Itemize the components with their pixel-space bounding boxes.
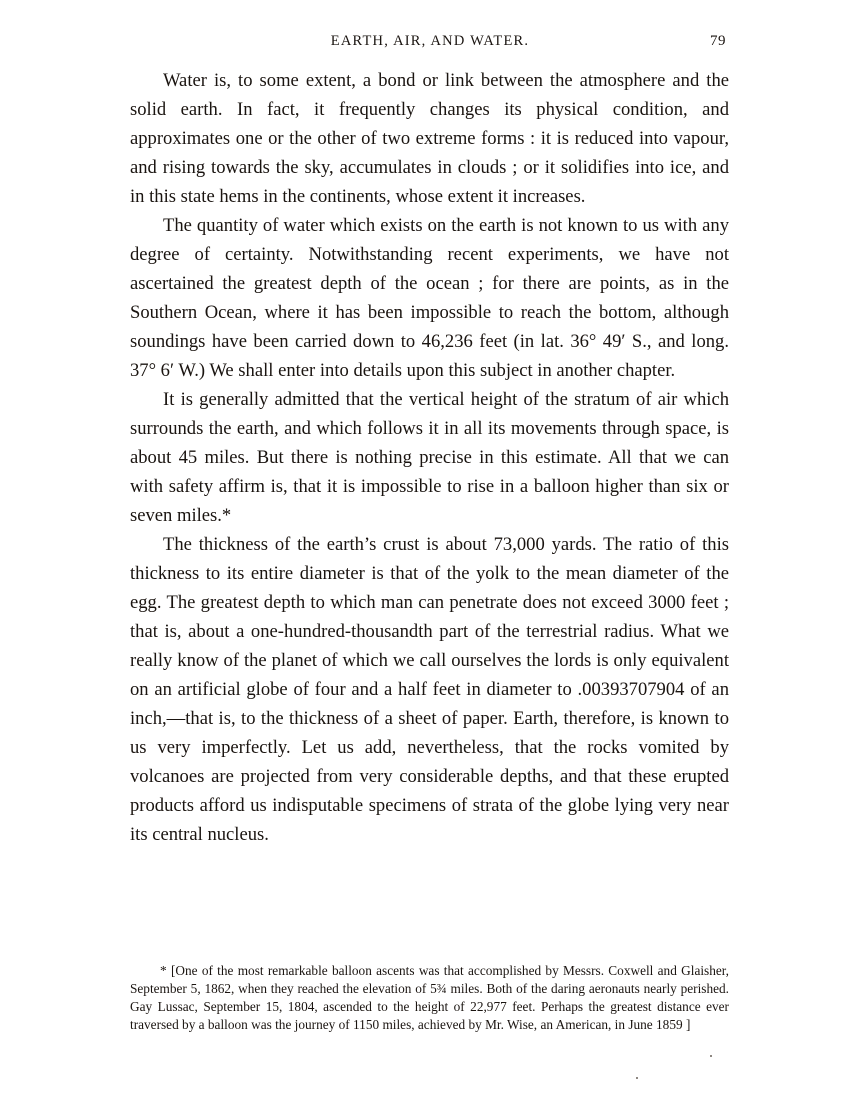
print-speck bbox=[636, 1077, 638, 1079]
paragraph-earth-crust: The thickness of the earth’s crust is about 73,000 yards. The ratio of this thickness to its entire diameter is that of the yolk to the mean diameter of the egg. The greatest depth to which man can penetrate does not exceed 3000 feet ; that is, about a one-hundred-thousandth part of the terrestrial radius. What we really know of the planet of which we call ourselves the lords is only equivalent on an artificial globe of four and a half feet in diameter to .00393707904 of an inch,—that is, to the thickness of a sheet of paper. Earth, therefore, is known to us very imperfectly. Let us add, nevertheless, that the rocks vomited by volcanoes are projected from very considerable depths, and that these erupted products afford us indisputable specimens of strata of the globe lying very near its central nucleus. bbox=[130, 534, 729, 845]
footnote bbox=[130, 962, 729, 1034]
paragraph-quantity-of-water: The quantity of water which exists on the earth is not known to us with any degree of certainty. Notwithstanding recent experiments, we have not ascertained the greatest depth of the ocean ; for there are points, as in the Southern Ocean, where it has been impossible to reach the bottom, although soundings have been carried down to 46,236 feet (in lat. 36° 49′ S., and long. 37° 6′ W.) We shall enter into details upon this subject in another chapter. bbox=[130, 215, 729, 381]
running-title: EARTH, AIR, AND WATER. bbox=[330, 33, 530, 49]
paragraph-water-bond: Water is, to some extent, a bond or link between the atmosphere and the solid earth. In fact, it frequently changes its physical condition, and approximates one or the other of two extreme forms : it is reduced into vapour, and rising towards the sky, accumulates in clouds ; or it solidifies into ice, and in this state hems in the continents, whose extent it increases. bbox=[130, 70, 729, 207]
running-head bbox=[130, 33, 730, 53]
print-speck bbox=[710, 1055, 712, 1057]
footnote-text: * [One of the most remarkable balloon ascents was that accomplished by Messrs. Coxwell and Glaisher, September 5, 1862, when they reached the elevation of 5¾ miles. Both of the daring aeronauts nearly perished. Gay Lussac, September 15, 1804, ascended to the height of 22,977 feet. Perhaps the greatest distance ever traversed by a balloon was the journey of 1150 miles, achieved by Mr. Wise, an American, in June 1859 ] bbox=[130, 963, 729, 1032]
page-number: 79 bbox=[710, 33, 726, 49]
body-text bbox=[130, 66, 729, 849]
paragraph-air-stratum: It is generally admitted that the vertical height of the stratum of air which surrounds the earth, and which follows it in all its movements through space, is about 45 miles. But there is nothing precise in this estimate. All that we can with safety affirm is, that it is impossible to rise in a balloon higher than six or seven miles.* bbox=[130, 389, 729, 526]
